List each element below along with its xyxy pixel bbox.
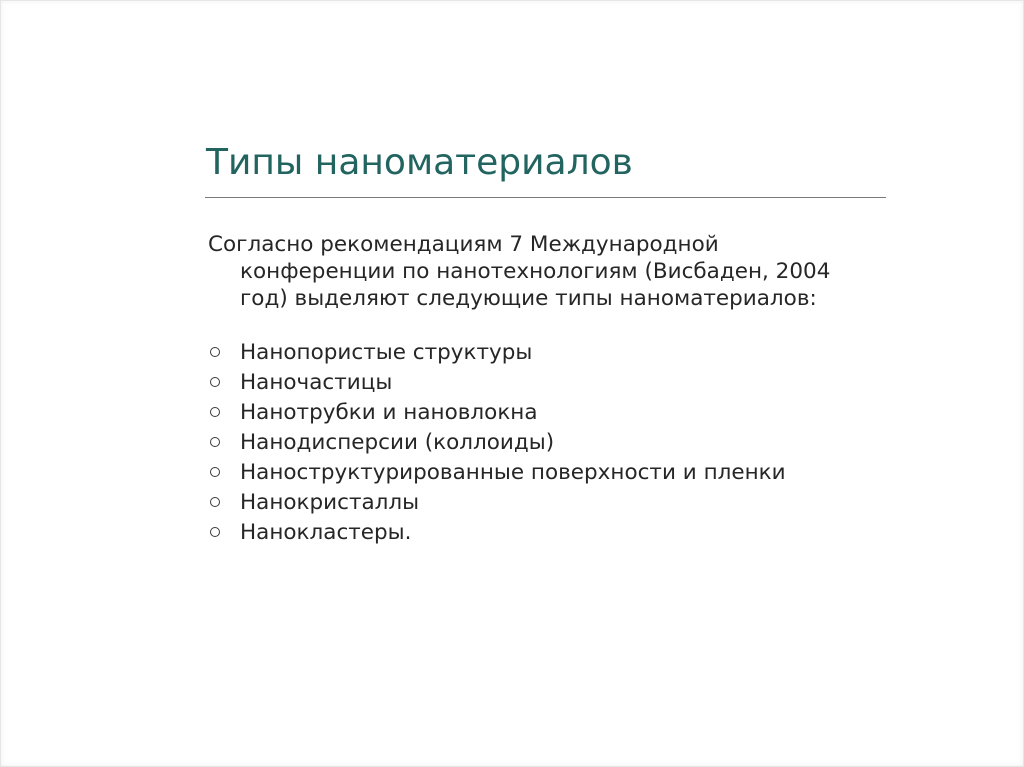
list-item-label: Нанопористые структуры (240, 340, 533, 365)
list-item-label: Нанокластеры. (240, 520, 412, 545)
list-item-label: Нанодисперсии (коллоиды) (240, 430, 555, 455)
list-item (208, 368, 786, 398)
list-item (208, 398, 786, 428)
list-item (208, 488, 786, 518)
list-item (208, 458, 786, 488)
list-item (208, 518, 786, 548)
list-item-label: Наноструктурированные поверхности и пленки (240, 460, 786, 485)
hollow-circle-icon (210, 467, 220, 477)
bullet-list (208, 338, 786, 548)
hollow-circle-icon (210, 527, 220, 537)
list-item (208, 428, 786, 458)
list-item (208, 338, 786, 368)
hollow-circle-icon (210, 437, 220, 447)
list-item-label: Наночастицы (240, 370, 393, 395)
list-item-label: Нанотрубки и нановлокна (240, 400, 538, 425)
intro-paragraph: Согласно рекомендациям 7 Международной конференции по нанотехнологиям (Висбаден, 2004 год) выделяют следующие типы наноматериалов: (208, 232, 831, 311)
hollow-circle-icon (210, 407, 220, 417)
slide-title: Типы наноматериалов (206, 142, 633, 183)
title-divider (205, 197, 886, 198)
hollow-circle-icon (210, 377, 220, 387)
hollow-circle-icon (210, 347, 220, 357)
hollow-circle-icon (210, 497, 220, 507)
list-item-label: Нанокристаллы (240, 490, 420, 515)
